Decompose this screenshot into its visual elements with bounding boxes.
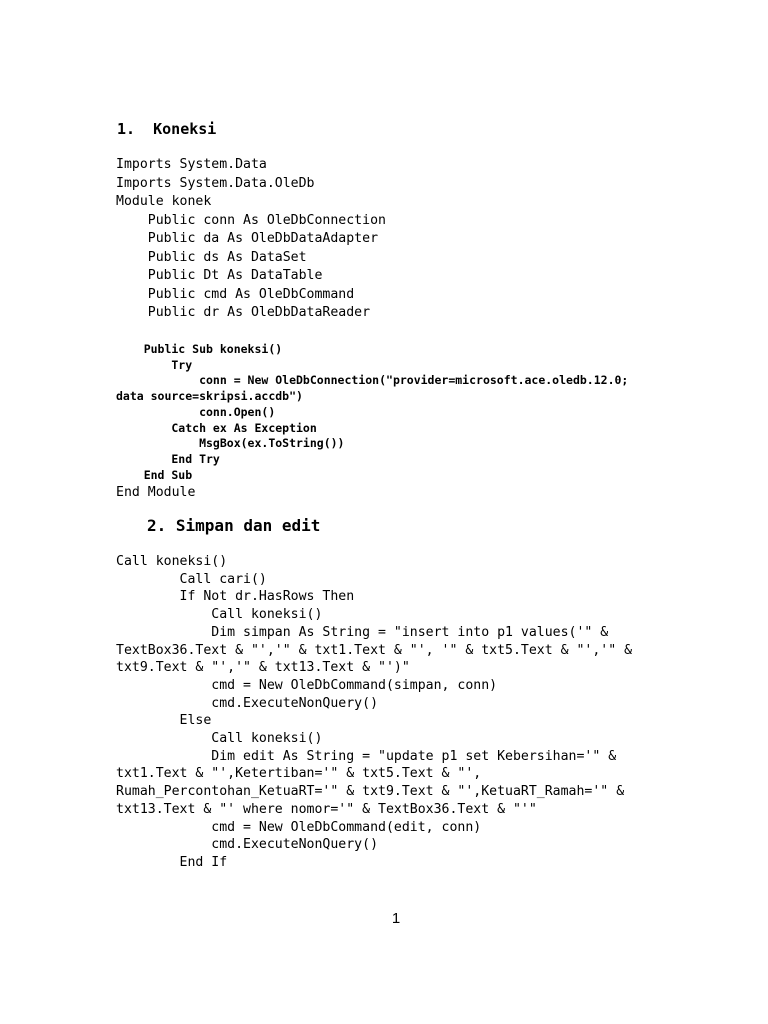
code-block-end-module: End Module <box>116 485 196 500</box>
section-heading-simpan-edit: 2. Simpan dan edit <box>147 516 321 535</box>
section-heading-koneksi: 1. Koneksi <box>117 120 217 138</box>
code-block-module-declarations: Imports System.Data Imports System.Data.OleDb Module konek Public conn As OleDbConnection Public da As OleDbDataAdapter Public ds As DataSet Public Dt As DataTable Public cmd As OleDbCommand Public dr As OleDbDataReader <box>116 157 386 320</box>
page-number: 1 <box>391 910 401 927</box>
code-block-koneksi-sub: Public Sub koneksi() Try conn = New OleDbConnection("provider=microsoft.ace.oledb.12.0; data source=skripsi.accdb") conn.Open() Catch ex As Exception MsgBox(ex.ToString()) End Try End Sub <box>116 342 629 482</box>
code-block-simpan-edit: Call koneksi() Call cari() If Not dr.HasRows Then Call koneksi() Dim simpan As String = "insert into p1 values('" & TextBox36.Text & "','" & txt1.Text & "', '" & txt5.Text & "','" & txt9.Text & "','" & txt13.Text & "')" cmd = New OleDbCommand(simpan, conn) cmd.ExecuteNonQuery() Else Call koneksi() Dim edit As String = "update p1 set Kebersihan='" & txt1.Text & "',Ketertiban='" & txt5.Text & "', Rumah_Percontohan_KetuaRT='" & txt9.Text & "',KetuaRT_Ramah='" & txt13.Text & "' where nomor='" & TextBox36.Text & "'" cmd = New OleDbCommand(edit, conn) cmd.ExecuteNonQuery() End If <box>116 554 633 870</box>
